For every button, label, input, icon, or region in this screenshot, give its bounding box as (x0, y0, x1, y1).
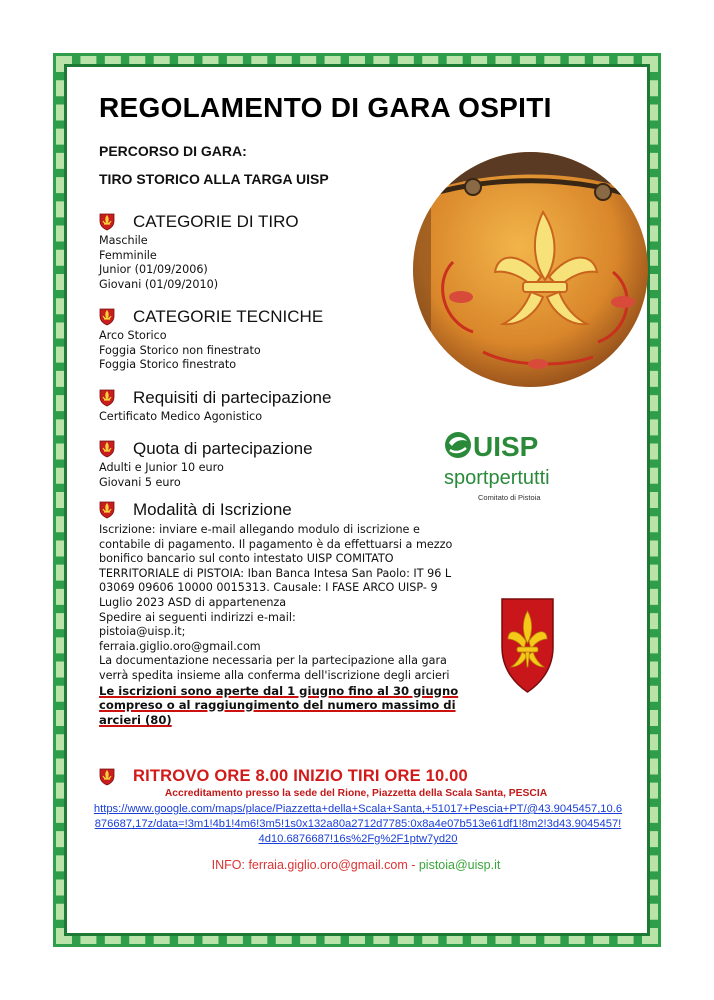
list-item: Adulti e Junior 10 euro (99, 461, 224, 474)
list-item: Femminile (99, 248, 157, 262)
shield-icon (99, 501, 115, 519)
map-link[interactable]: https://www.google.com/maps/place/Piazzetta+della+Scala+Santa,+51017+Pescia+PT/@43.9045457,10.6876687,17z/data=!3m1!4b1!4m6!3m5!1s0x132a80a2712d7785:0x8a4e07b513e61df1!8m2!3d43.9045457!4d10.6876687!16s%2Fg%2F1ptw7yd20 (93, 803, 623, 845)
uisp-logo (440, 428, 580, 508)
section-quota (99, 439, 479, 490)
tiro-label: TIRO STORICO ALLA TARGA UISP (99, 171, 329, 187)
section-categorie-tiro (99, 212, 479, 292)
accreditation-text: Accreditamento presso la sede del Rione, Piazzetta della Scala Santa, PESCIA (164, 788, 548, 799)
section-heading: Quota di partecipazione (133, 439, 313, 458)
section-categorie-tecniche (99, 307, 479, 373)
list-item: Certificato Medico Agonistico (99, 410, 263, 423)
list-item: Giovani 5 euro (99, 475, 181, 489)
shield-icon (99, 768, 115, 786)
section-heading: CATEGORIE DI TIRO (133, 212, 299, 231)
pescia-crest-icon (500, 595, 555, 695)
shield-icon (99, 213, 115, 231)
section-heading: Requisiti di partecipazione (133, 388, 332, 407)
uisp-tagline: sportpertutti (444, 467, 550, 489)
info-email-link[interactable]: pistoia@uisp.it (418, 858, 501, 872)
ritrovo-text: RITROVO ORE 8.00 INIZIO TIRI ORE 10.00 (133, 767, 468, 785)
info-label: INFO: ferraia.giglio.oro@gmail.com - (211, 858, 416, 872)
page-title: REGOLAMENTO DI GARA OSPITI (99, 92, 552, 123)
info-line (80, 858, 632, 872)
registration-deadline: Le iscrizioni sono aperte dal 1 giugno fino al 30 giugno compreso o al raggiungimento del numero massimo di arcieri (80) (99, 683, 459, 728)
documentation-text: La documentazione necessaria per la partecipazione alla gara verrà spedita insieme alla conferma dell'iscrizione degli arcieri (99, 654, 450, 682)
registration-text: Iscrizione: inviare e-mail allegando modulo di iscrizione e contabile di pagamento. Il pagamento è da effettuarsi a mezzo bonifico bancario sul conto intestato UISP COMITATO TERRITORIALE di PISTOIA: Iban Banca Intesa San Paolo: IT 96 L 03069 09606 10000 0015313. Causale: I FASE ARCO UISP- 9 Luglio 2023 ASD di appartenenza (99, 523, 453, 609)
percorso-label: PERCORSO DI GARA: (99, 143, 247, 159)
list-item: Maschile (99, 234, 148, 247)
ritrovo-heading (99, 767, 468, 786)
section-modalita (99, 500, 479, 728)
section-heading: Modalità di Iscrizione (133, 500, 292, 519)
shield-icon (99, 308, 115, 326)
email-link[interactable]: pistoia@uisp.it; (99, 625, 186, 639)
list-item: Foggia Storico finestrato (99, 358, 237, 372)
uisp-committee: Comitato di Pistoia (478, 493, 541, 502)
email-link[interactable]: ferraia.giglio.oro@gmail.com (99, 639, 261, 653)
list-item: Arco Storico (99, 329, 167, 342)
shield-icon (99, 440, 115, 458)
send-line: Spedire ai seguenti indirizzi e-mail: (99, 610, 296, 624)
section-heading: CATEGORIE TECNICHE (133, 307, 324, 326)
list-item: Giovani (01/09/2010) (99, 277, 219, 291)
list-item: Foggia Storico non finestrato (99, 343, 261, 357)
list-item: Junior (01/09/2006) (99, 263, 208, 277)
shield-icon (99, 389, 115, 407)
section-requisiti (99, 388, 479, 425)
uisp-brand: UISP (473, 431, 539, 462)
